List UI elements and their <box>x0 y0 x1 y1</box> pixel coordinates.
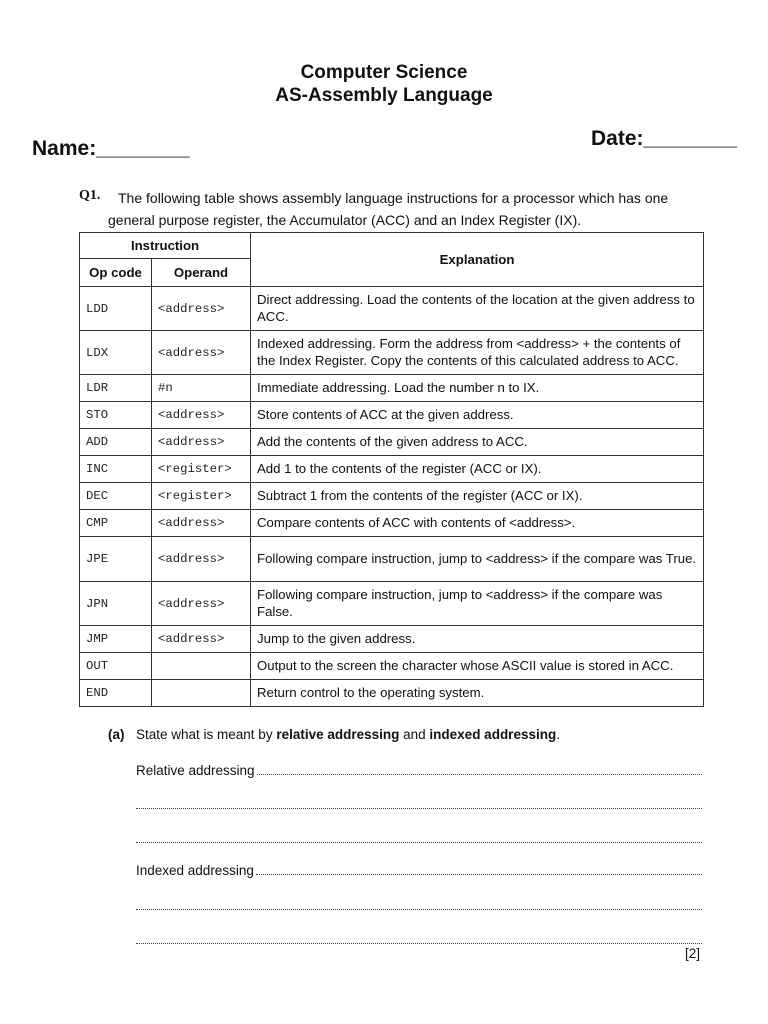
page-title: Computer Science <box>300 62 468 83</box>
operand-cell: <address> <box>152 626 251 653</box>
operand-header: Operand <box>152 259 251 287</box>
explanation-cell: Indexed addressing. Form the address from <address> + the contents of the Index Register. Copy the contents of this calculated address to ACC. <box>251 331 704 375</box>
question-text-line-1: The following table shows assembly language instructions for a processor which has one <box>118 190 669 206</box>
question-text-line-2: general purpose register, the Accumulator (ACC) and an Index Register (IX). <box>108 212 582 228</box>
explanation-cell: Output to the screen the character whose ASCII value is stored in ACC. <box>251 653 704 680</box>
explanation-header: Explanation <box>251 233 704 287</box>
opcode-cell: OUT <box>80 653 152 680</box>
explanation-cell: Add the contents of the given address to ACC. <box>251 429 704 456</box>
operand-cell: <register> <box>152 456 251 483</box>
answer-line[interactable] <box>136 796 702 812</box>
part-a-prefix: State what is meant by <box>136 727 277 742</box>
operand-cell: <register> <box>152 483 251 510</box>
table-row <box>80 456 704 483</box>
table-row <box>80 331 704 375</box>
opcode-cell: STO <box>80 402 152 429</box>
opcode-cell: CMP <box>80 510 152 537</box>
opcode-header: Op code <box>80 259 152 287</box>
explanation-cell: Add 1 to the contents of the register (ACC or IX). <box>251 456 704 483</box>
part-a-middle: and <box>399 727 430 742</box>
opcode-cell: LDR <box>80 375 152 402</box>
table-row <box>80 483 704 510</box>
operand-cell: <address> <box>152 429 251 456</box>
operand-cell: <address> <box>152 331 251 375</box>
opcode-cell: JPE <box>80 537 152 582</box>
answer-line[interactable] <box>136 897 702 913</box>
operand-cell: <address> <box>152 402 251 429</box>
part-a-prompt <box>136 727 560 742</box>
table-row <box>80 402 704 429</box>
answer-line[interactable] <box>136 931 702 947</box>
explanation-cell: Following compare instruction, jump to <address> if the compare was False. <box>251 582 704 626</box>
operand-cell: <address> <box>152 287 251 331</box>
operand-cell: <address> <box>152 537 251 582</box>
instruction-table <box>79 232 704 707</box>
explanation-cell: Jump to the given address. <box>251 626 704 653</box>
opcode-cell: JPN <box>80 582 152 626</box>
operand-cell <box>152 653 251 680</box>
marks-label: [2] <box>685 946 701 961</box>
table-row <box>80 626 704 653</box>
explanation-cell: Following compare instruction, jump to <address> if the compare was True. <box>251 537 704 582</box>
opcode-cell: LDX <box>80 331 152 375</box>
explanation-cell: Return control to the operating system. <box>251 680 704 707</box>
table-row <box>80 653 704 680</box>
table-row <box>80 510 704 537</box>
opcode-cell: INC <box>80 456 152 483</box>
name-field: Name:________ <box>32 137 190 160</box>
opcode-cell: ADD <box>80 429 152 456</box>
explanation-cell: Store contents of ACC at the given address. <box>251 402 704 429</box>
operand-cell: <address> <box>152 510 251 537</box>
page-subtitle: AS-Assembly Language <box>275 85 493 106</box>
indexed-addressing-answer-line[interactable] <box>136 862 702 878</box>
relative-addressing-label: Relative addressing <box>136 763 255 778</box>
operand-cell <box>152 680 251 707</box>
table-row <box>80 582 704 626</box>
operand-cell: #n <box>152 375 251 402</box>
opcode-cell: END <box>80 680 152 707</box>
table-row <box>80 287 704 331</box>
explanation-cell: Compare contents of ACC with contents of <address>. <box>251 510 704 537</box>
date-field: Date:________ <box>591 127 737 150</box>
term-indexed-addressing: indexed addressing <box>429 727 557 742</box>
table-row <box>80 429 704 456</box>
operand-cell: <address> <box>152 582 251 626</box>
part-a-suffix: . <box>556 727 560 742</box>
instruction-group-header: Instruction <box>80 233 251 259</box>
answer-line[interactable] <box>136 830 702 846</box>
table-row <box>80 375 704 402</box>
explanation-cell: Immediate addressing. Load the number n to IX. <box>251 375 704 402</box>
table-row <box>80 680 704 707</box>
term-relative-addressing: relative addressing <box>276 727 400 742</box>
explanation-cell: Direct addressing. Load the contents of the location at the given address to ACC. <box>251 287 704 331</box>
explanation-cell: Subtract 1 from the contents of the register (ACC or IX). <box>251 483 704 510</box>
question-number: Q1. <box>79 188 101 203</box>
indexed-addressing-label: Indexed addressing <box>136 863 254 878</box>
part-a-label: (a) <box>108 727 125 742</box>
relative-addressing-answer-line[interactable] <box>136 762 702 778</box>
opcode-cell: LDD <box>80 287 152 331</box>
opcode-cell: JMP <box>80 626 152 653</box>
table-row <box>80 537 704 582</box>
opcode-cell: DEC <box>80 483 152 510</box>
